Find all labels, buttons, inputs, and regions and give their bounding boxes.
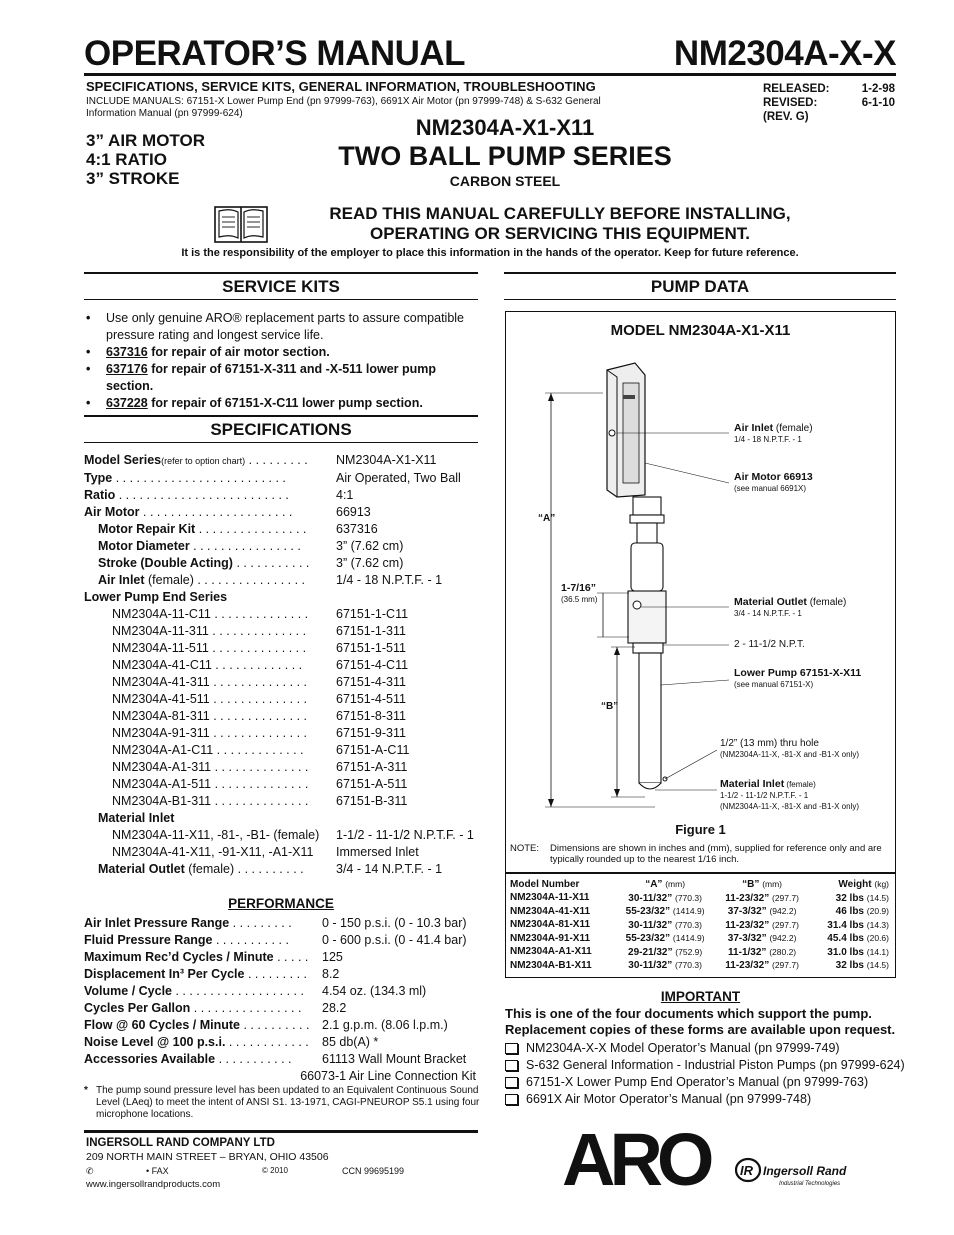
kit-number: 637316: [106, 345, 148, 359]
cell-b: 11-23/32” (297.7): [725, 919, 799, 931]
cell-model: NM2304A-B1-X11: [510, 959, 592, 971]
series-name: TWO BALL PUMP SERIES: [338, 141, 672, 171]
cell-weight: 31.4 lbs (14.3): [827, 919, 889, 931]
spec-value: 67151-1-511: [336, 641, 406, 655]
document-item: [505, 1057, 905, 1074]
supporting-documents-list: [505, 1040, 905, 1108]
spec-row: [84, 487, 484, 504]
spec-label: NM2304A-81-311 . . . . . . . . . . . . . .: [112, 709, 307, 723]
spec-row: [84, 691, 484, 708]
bullet-icon: •: [86, 345, 91, 359]
footer-rule: [84, 1130, 478, 1133]
footnote-text: The pump sound pressure level has been updated to an Equivalent Continuous Sound Level (LAeq) to meet the intent of ANSI S1. 13-1971, CAGI-PNEUROP S5.1 using four microphone locations.: [96, 1085, 480, 1120]
open-book-icon: [214, 204, 268, 244]
col-a: “A” (mm): [645, 879, 686, 890]
cell-weight: 31.0 lbs (14.1): [827, 946, 889, 958]
service-kit-item: [86, 395, 480, 412]
table-row: [506, 932, 895, 946]
spec-row: [84, 810, 484, 827]
service-kit-item: [86, 310, 480, 344]
spec-label: Material Outlet (female) . . . . . . . . . .: [98, 862, 304, 876]
npt-label: 2 - 11-1/2 N.P.T.: [734, 639, 805, 650]
cell-weight: 32 lbs (14.5): [835, 892, 889, 904]
spec-label: Lower Pump End Series: [84, 590, 228, 604]
performance-row: [84, 1017, 484, 1034]
service-kit-item: [86, 361, 480, 395]
cell-model: NM2304A-81-X11: [510, 919, 591, 930]
spec-row: [84, 844, 484, 861]
spec-value: 4:1: [336, 488, 354, 502]
ir-mark: IR: [740, 1163, 753, 1178]
dimension-a-label: “A”: [538, 513, 556, 524]
spec-value: 1-1/2 - 11-1/2 N.P.T.F. - 1: [336, 828, 474, 842]
air-motor-label: Air Motor 66913 (see manual 6691X): [734, 471, 813, 493]
spec-row: [84, 623, 484, 640]
spec-label: Material Inlet: [98, 811, 175, 825]
spec-label: NM2304A-11-X11, -81-, -B1- (female): [112, 828, 320, 842]
responsibility-note: It is the responsibility of the employer to place this information in the hands of the operator. Keep for future reference.: [181, 247, 799, 259]
spec-row: [84, 657, 484, 674]
released-date: 1-2-98: [861, 83, 895, 95]
motor-size: 3” AIR MOTOR: [86, 131, 206, 150]
performance-value: 0 - 150 p.s.i. (0 - 10.3 bar): [322, 916, 467, 930]
spec-row: [84, 674, 484, 691]
spec-value: 3” (7.62 cm): [336, 556, 404, 570]
motor-stroke: 3” STROKE: [86, 169, 180, 188]
cell-b: 11-23/32” (297.7): [725, 892, 799, 904]
checkbox-icon[interactable]: [505, 1043, 518, 1054]
important-heading: IMPORTANT: [660, 989, 741, 1004]
ir-name: Ingersoll Rand: [763, 1164, 847, 1178]
performance-row: [84, 1068, 484, 1085]
company-footer: [86, 1136, 486, 1192]
motor-info: [86, 131, 205, 188]
spec-row: [84, 640, 484, 657]
material-inlet-label: Material Inlet (female) 1-1/2 - 11-1/2 N.P.T.F. - 1 (NM2304A-11-X, -81-X and -B1-X only): [720, 778, 860, 811]
spec-value: 67151-8-311: [336, 709, 406, 723]
performance-label: Volume / Cycle . . . . . . . . . . . . . . . . . . .: [84, 984, 304, 998]
spec-value: NM2304A-X1-X11: [336, 453, 437, 467]
aro-logo: ARO: [562, 1118, 709, 1201]
spec-value: 67151-4-311: [336, 675, 406, 689]
service-kits-list: [86, 310, 480, 412]
performance-row: [84, 1034, 484, 1051]
spec-label: Type . . . . . . . . . . . . . . . . . . . . . . . . .: [84, 471, 286, 485]
cell-a: 30-11/32” (770.3): [628, 892, 702, 904]
document-title: 67151-X Lower Pump End Operator’s Manual (pn 97999-763): [526, 1075, 869, 1089]
table-row: [506, 919, 895, 933]
spec-row: [84, 555, 484, 572]
spec-value: [336, 589, 484, 606]
cell-a: 55-23/32” (1414.9): [625, 933, 705, 944]
spec-value: 67151-4-511: [336, 692, 406, 706]
dimension-b-label: “B”: [601, 701, 619, 712]
revision: (REV. G): [763, 111, 809, 123]
cell-model: NM2304A-11-X11: [510, 892, 590, 903]
spec-row: [84, 776, 484, 793]
subtitle: SPECIFICATIONS, SERVICE KITS, GENERAL INFORMATION, TROUBLESHOOTING: [86, 79, 596, 94]
series-model: NM2304A-X1-X11: [415, 115, 595, 140]
table-row: [506, 905, 895, 919]
copyright: © 2010: [262, 1166, 288, 1175]
performance-value: 66073-1 Air Line Connection Kit: [300, 1069, 476, 1083]
dimension-1-7-16-label: 1-7/16” (36.5 mm): [561, 582, 598, 604]
performance-label: Noise Level @ 100 p.s.i. . . . . . . . . . . . .: [84, 1035, 309, 1049]
read-manual-warning: [290, 204, 830, 244]
specifications-list: [84, 452, 484, 878]
website-link[interactable]: www.ingersollrandproducts.com: [86, 1179, 221, 1190]
spec-value: [336, 810, 484, 827]
spec-value: 67151-1-311: [336, 624, 406, 638]
table-row: [506, 959, 895, 973]
spec-row: [84, 827, 484, 844]
company-address: 209 NORTH MAIN STREET – BRYAN, OHIO 43506: [86, 1151, 329, 1163]
performance-value: 61113 Wall Mount Bracket: [322, 1052, 467, 1066]
performance-label: Accessories Available . . . . . . . . . . .: [84, 1052, 292, 1066]
spec-label: NM2304A-A1-311 . . . . . . . . . . . . . .: [112, 760, 309, 774]
cell-a: 30-11/32” (770.3): [628, 919, 702, 931]
spec-label: NM2304A-11-511 . . . . . . . . . . . . . .: [112, 641, 307, 655]
important-text: This is one of the four documents which support the pump. Replacement copies of these forms are available upon request.: [505, 1006, 896, 1037]
spec-label: NM2304A-11-311 . . . . . . . . . . . . . .: [112, 624, 307, 638]
spec-row: [84, 742, 484, 759]
bullet-icon: •: [86, 396, 91, 410]
spec-value: 67151-B-311: [336, 794, 408, 808]
bullet-icon: •: [86, 362, 91, 376]
cell-model: NM2304A-41-X11: [510, 905, 591, 917]
spec-value: 637316: [336, 522, 378, 536]
revised-label: REVISED:: [763, 97, 818, 109]
spec-value: 67151-A-311: [336, 760, 408, 774]
pump-data-heading: PUMP DATA: [504, 272, 896, 300]
spec-value: 3/4 - 14 N.P.T.F. - 1: [336, 862, 443, 876]
performance-row: [84, 915, 484, 932]
service-kits-heading: SERVICE KITS: [84, 272, 478, 300]
air-inlet-label: Air Inlet (female) 1/4 - 18 N.P.T.F. - 1: [734, 422, 813, 444]
warning-line-1: READ THIS MANUAL CAREFULLY BEFORE INSTALLING,: [329, 204, 791, 223]
cell-model: NM2304A-91-X11: [510, 932, 591, 944]
spec-row: [84, 861, 484, 878]
performance-row: [84, 949, 484, 966]
bullet-icon: •: [86, 311, 91, 325]
spec-label: Air Motor . . . . . . . . . . . . . . . . . . . . . .: [84, 505, 293, 519]
spec-row: [84, 725, 484, 742]
spec-value: 67151-9-311: [336, 726, 406, 740]
figure-model-title: MODEL NM2304A-X1-X11: [610, 322, 791, 339]
dimension-table-header: [506, 874, 895, 892]
series-material: CARBON STEEL: [449, 173, 561, 189]
note-label: NOTE:: [510, 843, 540, 854]
spec-row: [84, 589, 484, 606]
model-code: NM2304A-X-X: [673, 34, 896, 73]
cell-a: 30-11/32” (770.3): [628, 960, 702, 971]
spec-row: [84, 521, 484, 538]
spec-row: [84, 470, 484, 487]
ir-sub: Industrial Technologies: [779, 1181, 841, 1187]
service-kit-text: 637316 for repair of air motor section.: [106, 345, 330, 359]
spec-label: NM2304A-11-C11 . . . . . . . . . . . . . .: [112, 607, 309, 621]
table-row: [506, 946, 895, 960]
checkbox-icon[interactable]: [505, 1060, 518, 1071]
spec-value: 1/4 - 18 N.P.T.F. - 1: [336, 573, 443, 587]
spec-label: NM2304A-41-X11, -91-X11, -A1-X11: [112, 845, 314, 859]
spec-row: [84, 759, 484, 776]
spec-value: 66913: [336, 505, 371, 519]
service-kit-text: 637176 for repair of 67151-X-311 and -X-511 lower pump section.: [106, 362, 437, 393]
cell-b: 37-3/32” (942.2): [727, 933, 797, 944]
performance-label: Cycles Per Gallon . . . . . . . . . . . . . . . .: [84, 1001, 302, 1015]
col-b: “B” (mm): [742, 879, 783, 890]
spec-value: 67151-4-C11: [336, 658, 409, 672]
cell-weight: 45.4 lbs (20.6): [827, 933, 889, 944]
spec-label: NM2304A-A1-511 . . . . . . . . . . . . . .: [112, 777, 309, 791]
cell-b: 11-23/32” (297.7): [725, 960, 799, 971]
figure-labels: [505, 345, 896, 815]
cell-b: 11-1/32” (280.2): [728, 946, 797, 958]
spec-row: [84, 452, 484, 470]
spec-label: Model Series(refer to option chart) . . . . . . . . .: [84, 453, 308, 467]
specifications-heading: SPECIFICATIONS: [84, 415, 478, 443]
spec-value: 67151-1-C11: [336, 607, 409, 621]
cell-b: 37-3/32” (942.2): [727, 906, 797, 917]
col-model: Model Number: [510, 878, 580, 890]
performance-value: 0 - 600 p.s.i. (0 - 41.4 bar): [322, 933, 467, 947]
document-title: 6691X Air Motor Operator’s Manual (pn 97999-748): [526, 1092, 812, 1106]
lower-pump-label: Lower Pump 67151-X-X11 (see manual 67151-X): [734, 667, 862, 689]
spec-row: [84, 572, 484, 589]
spec-label: NM2304A-91-311 . . . . . . . . . . . . . .: [112, 726, 307, 740]
material-outlet-label: Material Outlet (female) 3/4 - 14 N.P.T.F. - 1: [734, 596, 847, 618]
cell-model: NM2304A-A1-X11: [510, 946, 592, 957]
series-title: [320, 115, 690, 190]
spec-label: Motor Repair Kit . . . . . . . . . . . . . . . .: [98, 522, 307, 536]
noise-footnote: [84, 1085, 480, 1121]
spec-label: Motor Diameter . . . . . . . . . . . . . . . .: [98, 539, 301, 553]
spec-label: NM2304A-B1-311 . . . . . . . . . . . . . .: [112, 794, 309, 808]
col-weight: Weight (kg): [838, 879, 889, 890]
cell-a: 55-23/32” (1414.9): [625, 906, 705, 917]
spec-label: NM2304A-41-311 . . . . . . . . . . . . . .: [112, 675, 307, 689]
service-kit-text: Use only genuine ARO® replacement parts to assure compatible pressure rating and longest service life.: [106, 311, 465, 342]
spec-value: 3” (7.62 cm): [336, 539, 404, 553]
spec-row: [84, 793, 484, 810]
performance-value: 125: [322, 950, 343, 964]
document-title: S-632 General Information - Industrial Piston Pumps (pn 97999-624): [526, 1058, 905, 1072]
checkbox-icon[interactable]: [505, 1094, 518, 1105]
cell-a: 29-21/32” (752.9): [628, 946, 703, 958]
performance-label: Fluid Pressure Range . . . . . . . . . . .: [84, 933, 289, 947]
dimension-table: [505, 873, 896, 978]
performance-value: 2.1 g.p.m. (8.06 l.p.m.): [322, 1018, 448, 1032]
warning-line-2: OPERATING OR SERVICING THIS EQUIPMENT.: [369, 224, 751, 243]
include-manuals: INCLUDE MANUALS: 67151-X Lower Pump End (pn 97999-763), 6691X Air Motor (pn 97999-748) & S-632 General Information Manual (pn 97999-624): [86, 96, 601, 119]
spec-value: 67151-A-C11: [336, 743, 410, 757]
performance-label: [84, 1068, 300, 1085]
spec-row: [84, 606, 484, 623]
service-kit-item: [86, 344, 480, 361]
note-text: Dimensions are shown in inches and (mm), supplied for reference only and are typically rounded up to the nearest 1/16 inch.: [550, 843, 882, 865]
spec-row: [84, 708, 484, 725]
released-label: RELEASED:: [763, 83, 830, 95]
spec-label: Ratio . . . . . . . . . . . . . . . . . . . . . . . . .: [84, 488, 289, 502]
performance-heading: PERFORMANCE: [228, 896, 334, 911]
kit-number: 637228: [106, 396, 148, 410]
spec-label: NM2304A-41-C11 . . . . . . . . . . . . .: [112, 658, 303, 672]
manual-title: OPERATOR’S MANUAL: [84, 34, 466, 73]
cell-weight: 46 lbs (20.9): [835, 906, 889, 917]
fax-label: • FAX: [146, 1166, 169, 1176]
performance-list: [84, 915, 484, 1085]
performance-value: 4.54 oz. (134.3 ml): [322, 984, 427, 998]
figure-caption: Figure 1: [675, 822, 726, 837]
performance-label: Flow @ 60 Cycles / Minute . . . . . . . . . .: [84, 1018, 310, 1032]
footnote-star: *: [84, 1085, 88, 1096]
performance-label: Air Inlet Pressure Range . . . . . . . . .: [84, 916, 292, 930]
company-name: INGERSOLL RAND COMPANY LTD: [86, 1137, 275, 1149]
document-item: [505, 1040, 905, 1057]
checkbox-icon[interactable]: [505, 1077, 518, 1088]
document-title: NM2304A-X-X Model Operator’s Manual (pn 97999-749): [526, 1041, 840, 1055]
performance-row: [84, 1051, 484, 1068]
performance-row: [84, 932, 484, 949]
kit-number: 637176: [106, 362, 148, 376]
table-row: [506, 892, 895, 906]
performance-value: 85 db(A) *: [322, 1035, 379, 1049]
thru-hole-label: 1/2” (13 mm) thru hole (NM2304A-11-X, -81-X and -B1-X only): [720, 738, 860, 759]
cell-weight: 32 lbs (14.5): [835, 960, 889, 971]
performance-label: Maximum Rec’d Cycles / Minute . . . . .: [84, 950, 309, 964]
spec-label: Air Inlet (female) . . . . . . . . . . . . . . . .: [98, 573, 306, 587]
spec-label: NM2304A-41-511 . . . . . . . . . . . . . .: [112, 692, 307, 706]
revised-date: 6-1-10: [861, 97, 895, 109]
document-item: [505, 1091, 905, 1108]
spec-value: Air Operated, Two Ball: [336, 471, 461, 485]
document-item: [505, 1074, 905, 1091]
spec-value: 67151-A-511: [336, 777, 408, 791]
spec-label: NM2304A-A1-C11 . . . . . . . . . . . . .: [112, 743, 304, 757]
spec-value: Immersed Inlet: [336, 845, 419, 859]
dimension-note: [510, 843, 894, 865]
spec-row: [84, 504, 484, 521]
performance-row: [84, 983, 484, 1000]
release-info: [763, 82, 895, 124]
performance-row: [84, 1000, 484, 1017]
header-rule: [84, 73, 896, 76]
spec-label: Stroke (Double Acting) . . . . . . . . . . .: [98, 556, 310, 570]
performance-label: Displacement In³ Per Cycle . . . . . . . . .: [84, 967, 307, 981]
spec-row: [84, 538, 484, 555]
service-kit-text: 637228 for repair of 67151-X-C11 lower pump section.: [106, 396, 423, 410]
phone-icon: ✆: [86, 1166, 94, 1176]
performance-row: [84, 966, 484, 983]
ccn-number: CCN 99695199: [342, 1166, 405, 1176]
ingersoll-rand-logo: [735, 1154, 863, 1190]
performance-value: 28.2: [322, 1001, 347, 1015]
performance-value: 8.2: [322, 967, 340, 981]
motor-ratio: 4:1 RATIO: [86, 150, 167, 169]
